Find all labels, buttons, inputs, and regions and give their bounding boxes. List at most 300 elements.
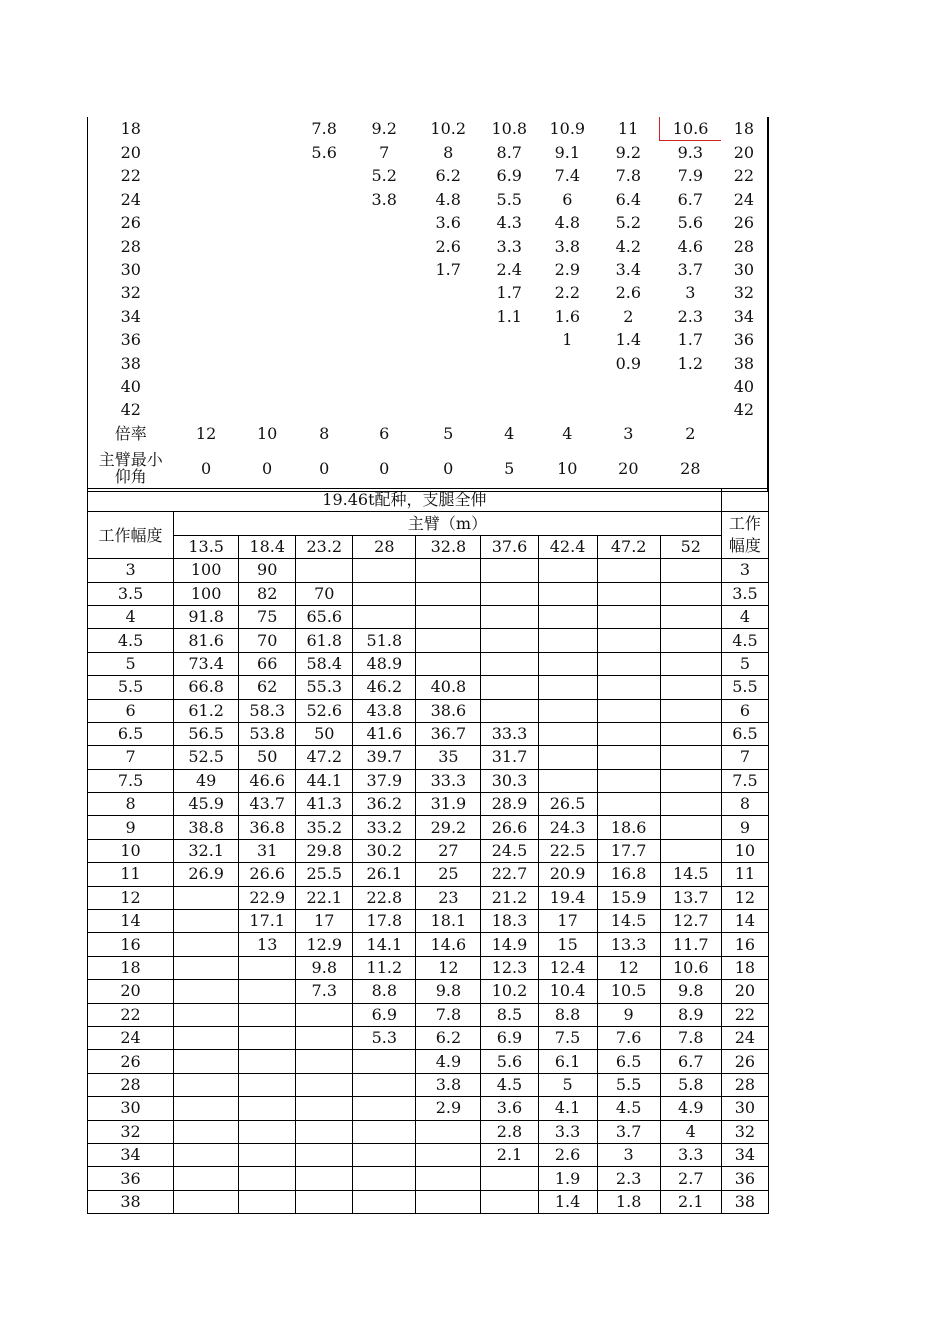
radius-label: 3.5 [88, 582, 174, 605]
min-angle-cell: 28 [660, 445, 721, 492]
boom-length-cell: 37.6 [481, 535, 538, 558]
load-cell: 33.3 [481, 722, 538, 745]
radius-label-right: 32 [733, 283, 755, 303]
reeving-rate-cell: 10 [256, 423, 278, 443]
load-cell [416, 352, 481, 375]
load-cell [597, 375, 660, 398]
radius-label: 7.5 [88, 769, 174, 792]
blank-cell [721, 445, 768, 492]
reeving-rate-cell: 5 [443, 423, 454, 443]
radius-label-right: 8 [721, 793, 768, 816]
load-cell [296, 305, 353, 328]
load-cell: 36.8 [239, 816, 296, 839]
load-cell: 5.2 [615, 213, 642, 233]
radius-label-right: 24 [721, 1026, 768, 1049]
load-cell: 13 [239, 933, 296, 956]
boom-length-cell: 18.4 [239, 535, 296, 558]
load-cell [239, 1026, 296, 1049]
load-cell: 9.2 [371, 118, 397, 138]
load-cell: 44.1 [296, 769, 353, 792]
load-cell [296, 1026, 353, 1049]
load-cell: 6.9 [496, 166, 522, 186]
load-cell [353, 352, 416, 375]
load-cell: 17 [296, 910, 353, 933]
radius-label-right: 42 [733, 400, 755, 420]
load-cell [481, 1167, 538, 1190]
table-row [88, 1073, 769, 1096]
load-cell [481, 582, 538, 605]
load-cell: 8.9 [660, 1003, 721, 1026]
load-cell [481, 652, 538, 675]
load-cell [174, 188, 239, 211]
load-cell: 25.5 [296, 863, 353, 886]
load-cell [481, 399, 538, 422]
load-cell: 4 [660, 1120, 721, 1143]
load-cell: 11.2 [353, 956, 416, 979]
load-cell: 10.6 [660, 117, 721, 141]
min-angle-cell: 5 [481, 445, 538, 492]
load-cell: 52.5 [174, 746, 239, 769]
load-cell: 1.2 [677, 353, 704, 373]
load-cell: 46.6 [239, 769, 296, 792]
load-cell: 3.8 [554, 236, 581, 256]
load-cell: 3.3 [496, 236, 522, 256]
load-cell: 2.6 [435, 236, 461, 256]
load-cell [296, 1190, 353, 1213]
load-cell: 36.7 [416, 722, 481, 745]
load-cell: 17 [538, 910, 597, 933]
min-angle-row [88, 445, 769, 492]
load-cell: 6.2 [416, 1026, 481, 1049]
radius-label-right: 22 [721, 1003, 768, 1026]
table-row [88, 629, 769, 652]
load-cell: 2.6 [615, 283, 642, 303]
radius-label-right: 14 [721, 910, 768, 933]
load-cell: 23 [416, 886, 481, 909]
load-cell: 3.7 [597, 1120, 660, 1143]
table-row [88, 956, 769, 979]
load-cell: 100 [174, 559, 239, 582]
load-cell: 1.6 [554, 306, 581, 326]
radius-label-right: 11 [721, 863, 768, 886]
min-angle-cell: 0 [416, 445, 481, 492]
load-cell [174, 933, 239, 956]
table-row [88, 1050, 769, 1073]
table-row [88, 258, 769, 281]
load-cell: 90 [239, 559, 296, 582]
load-cell: 5.6 [311, 142, 337, 162]
radius-label: 7 [88, 746, 174, 769]
load-cell [239, 305, 296, 328]
radius-label: 42 [88, 399, 174, 422]
load-cell: 15.9 [597, 886, 660, 909]
load-cell: 7.6 [597, 1026, 660, 1049]
radius-label: 5 [88, 652, 174, 675]
radius-label: 11 [88, 863, 174, 886]
load-cell [296, 1097, 353, 1120]
reeving-rate-label: 倍率 [88, 422, 174, 445]
load-cell [660, 375, 721, 398]
load-cell [538, 676, 597, 699]
load-cell: 5.5 [597, 1073, 660, 1096]
load-cell: 6.2 [435, 166, 461, 186]
load-cell: 9.1 [554, 142, 581, 162]
load-cell [296, 1050, 353, 1073]
load-cell [660, 676, 721, 699]
load-cell: 10.9 [549, 118, 586, 138]
load-cell: 7.8 [311, 118, 337, 138]
load-cell: 22.9 [239, 886, 296, 909]
load-cell [597, 769, 660, 792]
load-cell: 6.1 [538, 1050, 597, 1073]
load-cell [416, 282, 481, 305]
load-cell [416, 652, 481, 675]
radius-label-right: 10 [721, 839, 768, 862]
load-cell [174, 117, 239, 141]
load-cell [597, 676, 660, 699]
load-cell [174, 399, 239, 422]
load-cell: 4.8 [554, 213, 581, 233]
load-cell [174, 1190, 239, 1213]
load-cell [174, 956, 239, 979]
load-cell [174, 165, 239, 188]
load-cell [538, 605, 597, 628]
radius-label: 20 [88, 980, 174, 1003]
radius-label-right: 36 [721, 1167, 768, 1190]
load-cell: 3.8 [371, 189, 397, 209]
load-cell [416, 375, 481, 398]
load-cell: 8.8 [353, 980, 416, 1003]
reeving-rate-cell: 12 [195, 423, 217, 443]
load-cell [416, 329, 481, 352]
load-cell: 1.4 [615, 330, 642, 350]
load-cell: 4.5 [481, 1073, 538, 1096]
radius-label-right: 6 [721, 699, 768, 722]
radius-label: 38 [88, 1190, 174, 1213]
load-cell: 25 [416, 863, 481, 886]
radius-label: 30 [88, 258, 174, 281]
radius-label: 4.5 [88, 629, 174, 652]
load-cell [481, 559, 538, 582]
radius-label-right: 34 [721, 1143, 768, 1166]
radius-label-right: 20 [721, 980, 768, 1003]
load-cell: 26.5 [538, 793, 597, 816]
table-row [88, 559, 769, 582]
load-cell: 12.9 [296, 933, 353, 956]
load-cell [538, 559, 597, 582]
load-cell [660, 582, 721, 605]
radius-label: 8 [88, 793, 174, 816]
load-cell: 6.9 [353, 1003, 416, 1026]
load-cell: 1.9 [538, 1167, 597, 1190]
radius-label: 9 [88, 816, 174, 839]
load-cell [481, 329, 538, 352]
load-cell: 82 [239, 582, 296, 605]
reeving-rate-row [88, 422, 769, 445]
load-cell [174, 886, 239, 909]
load-cell: 26.9 [174, 863, 239, 886]
table-row [88, 910, 769, 933]
load-cell: 65.6 [296, 605, 353, 628]
load-cell: 24.5 [481, 839, 538, 862]
load-cell [481, 676, 538, 699]
load-cell: 4.9 [416, 1050, 481, 1073]
load-cell: 22.8 [353, 886, 416, 909]
load-cell: 3.4 [615, 260, 642, 280]
table-row [88, 375, 769, 398]
reeving-rate-cell: 6 [379, 423, 390, 443]
load-cell [416, 605, 481, 628]
load-cell: 45.9 [174, 793, 239, 816]
load-cell: 50 [239, 746, 296, 769]
load-cell: 9.8 [660, 980, 721, 1003]
radius-label: 26 [88, 212, 174, 235]
load-chart-continued-table [87, 117, 769, 492]
load-cell: 1.1 [496, 306, 522, 326]
load-cell: 14.6 [416, 933, 481, 956]
load-cell: 47.2 [296, 746, 353, 769]
load-cell: 18.1 [416, 910, 481, 933]
load-cell [296, 1073, 353, 1096]
load-cell: 51.8 [353, 629, 416, 652]
load-cell: 21.2 [481, 886, 538, 909]
load-cell [296, 399, 353, 422]
load-cell [239, 258, 296, 281]
load-cell: 29.8 [296, 839, 353, 862]
load-cell [353, 1143, 416, 1166]
load-cell [353, 1073, 416, 1096]
radius-label-right: 12 [721, 886, 768, 909]
load-cell: 14.1 [353, 933, 416, 956]
radius-label: 22 [88, 165, 174, 188]
load-cell: 33.2 [353, 816, 416, 839]
radius-label: 4 [88, 605, 174, 628]
radius-label: 22 [88, 1003, 174, 1026]
load-cell [239, 117, 296, 141]
load-cell: 70 [239, 629, 296, 652]
load-cell: 9.8 [296, 956, 353, 979]
radius-label-right: 36 [733, 330, 755, 350]
load-cell: 26.6 [239, 863, 296, 886]
radius-label-right: 34 [733, 306, 755, 326]
load-cell: 41.3 [296, 793, 353, 816]
load-cell: 46.2 [353, 676, 416, 699]
load-cell: 3 [597, 1143, 660, 1166]
load-cell [174, 1097, 239, 1120]
load-cell: 17.1 [239, 910, 296, 933]
load-cell [174, 352, 239, 375]
table-row [88, 1120, 769, 1143]
load-cell [416, 559, 481, 582]
load-cell: 1.7 [496, 283, 522, 303]
load-cell [660, 699, 721, 722]
load-cell: 4.3 [496, 213, 522, 233]
radius-label: 6.5 [88, 722, 174, 745]
load-cell [353, 235, 416, 258]
radius-label-right: 30 [721, 1097, 768, 1120]
load-cell: 3.3 [660, 1143, 721, 1166]
load-cell: 11.7 [660, 933, 721, 956]
load-cell: 5.2 [371, 166, 397, 186]
load-cell: 6.9 [481, 1026, 538, 1049]
load-cell [296, 1120, 353, 1143]
load-cell [239, 188, 296, 211]
load-cell: 61.2 [174, 699, 239, 722]
load-cell: 5 [538, 1073, 597, 1096]
reeving-rate-cell: 8 [319, 423, 330, 443]
load-cell: 5.3 [353, 1026, 416, 1049]
radius-label-right: 28 [721, 1073, 768, 1096]
table-row [88, 1167, 769, 1190]
load-cell [353, 329, 416, 352]
load-cell: 1.4 [538, 1190, 597, 1213]
load-cell: 2.1 [481, 1143, 538, 1166]
reeving-rate-cell: 4 [504, 423, 515, 443]
load-cell: 2.3 [677, 306, 704, 326]
load-cell [296, 165, 353, 188]
title-right-blank [721, 489, 768, 512]
load-cell: 12.7 [660, 910, 721, 933]
radius-label-right: 30 [733, 260, 755, 280]
load-cell [296, 559, 353, 582]
load-cell: 55.3 [296, 676, 353, 699]
load-cell [481, 375, 538, 398]
load-cell: 2.9 [416, 1097, 481, 1120]
load-cell: 5.6 [677, 213, 704, 233]
load-cell [538, 652, 597, 675]
load-cell [597, 629, 660, 652]
radius-label-right: 26 [733, 213, 755, 233]
load-cell: 5.6 [481, 1050, 538, 1073]
load-cell [416, 399, 481, 422]
load-cell [239, 1167, 296, 1190]
load-cell [481, 1190, 538, 1213]
load-cell: 32.1 [174, 839, 239, 862]
work-radius-right-header: 工作 幅度 [721, 512, 768, 559]
load-cell: 6.4 [615, 189, 642, 209]
load-cell: 19.4 [538, 886, 597, 909]
load-cell: 29.2 [416, 816, 481, 839]
radius-label: 30 [88, 1097, 174, 1120]
load-cell: 1 [562, 330, 573, 350]
blank-cell [721, 422, 768, 445]
load-cell: 10.2 [430, 118, 467, 138]
load-cell: 48.9 [353, 652, 416, 675]
load-cell [538, 769, 597, 792]
load-cell [538, 629, 597, 652]
load-cell [239, 980, 296, 1003]
load-cell [481, 629, 538, 652]
table-title: 19.46t配种，支腿全伸 [88, 489, 722, 512]
table-row [88, 582, 769, 605]
load-cell [239, 1003, 296, 1026]
load-cell [538, 352, 597, 375]
load-cell [538, 746, 597, 769]
load-cell [353, 399, 416, 422]
load-cell [597, 652, 660, 675]
table-row [88, 676, 769, 699]
radius-label: 18 [88, 956, 174, 979]
table-row [88, 141, 769, 165]
radius-label-right: 26 [721, 1050, 768, 1073]
load-cell: 7.3 [296, 980, 353, 1003]
load-cell [416, 1143, 481, 1166]
radius-label: 12 [88, 886, 174, 909]
load-cell [174, 212, 239, 235]
load-cell [296, 329, 353, 352]
radius-label-right: 18 [733, 118, 755, 138]
load-cell: 33.3 [416, 769, 481, 792]
radius-label: 16 [88, 933, 174, 956]
load-cell: 14.5 [660, 863, 721, 886]
load-cell [239, 352, 296, 375]
load-cell [597, 605, 660, 628]
load-cell: 40.8 [416, 676, 481, 699]
load-cell: 5.8 [660, 1073, 721, 1096]
load-cell [174, 329, 239, 352]
load-cell: 10.5 [597, 980, 660, 1003]
load-cell [174, 1143, 239, 1166]
radius-label: 10 [88, 839, 174, 862]
load-cell: 10.8 [491, 118, 528, 138]
table-row [88, 980, 769, 1003]
load-chart-table-19-46t [87, 488, 769, 1214]
load-cell [538, 582, 597, 605]
load-cell [416, 582, 481, 605]
load-cell [353, 1167, 416, 1190]
load-cell: 30.3 [481, 769, 538, 792]
load-cell [174, 1050, 239, 1073]
load-cell [174, 910, 239, 933]
load-cell [296, 212, 353, 235]
load-cell [174, 1073, 239, 1096]
table-row [88, 746, 769, 769]
load-cell [597, 582, 660, 605]
radius-label-right: 4.5 [721, 629, 768, 652]
load-cell [353, 375, 416, 398]
load-cell: 4.2 [615, 236, 642, 256]
load-cell: 8.5 [481, 1003, 538, 1026]
load-cell: 50 [296, 722, 353, 745]
boom-length-cell: 52 [660, 535, 721, 558]
table-row [88, 652, 769, 675]
load-cell [538, 375, 597, 398]
load-cell [296, 352, 353, 375]
load-cell: 100 [174, 582, 239, 605]
load-cell [296, 258, 353, 281]
load-cell: 12.4 [538, 956, 597, 979]
radius-label: 26 [88, 1050, 174, 1073]
load-cell: 1.7 [435, 260, 461, 280]
load-cell [174, 1167, 239, 1190]
load-cell: 20.9 [538, 863, 597, 886]
table-row [88, 1003, 769, 1026]
load-cell: 30.2 [353, 839, 416, 862]
load-cell [538, 699, 597, 722]
load-cell [353, 1120, 416, 1143]
load-cell: 2.3 [597, 1167, 660, 1190]
load-cell: 13.3 [597, 933, 660, 956]
load-cell: 41.6 [353, 722, 416, 745]
load-cell: 7 [379, 142, 390, 162]
load-cell [660, 816, 721, 839]
load-cell: 3.6 [435, 213, 461, 233]
load-cell: 15 [538, 933, 597, 956]
radius-label-right: 28 [733, 236, 755, 256]
load-cell: 2.1 [660, 1190, 721, 1213]
load-cell [239, 141, 296, 165]
load-cell [239, 1190, 296, 1213]
